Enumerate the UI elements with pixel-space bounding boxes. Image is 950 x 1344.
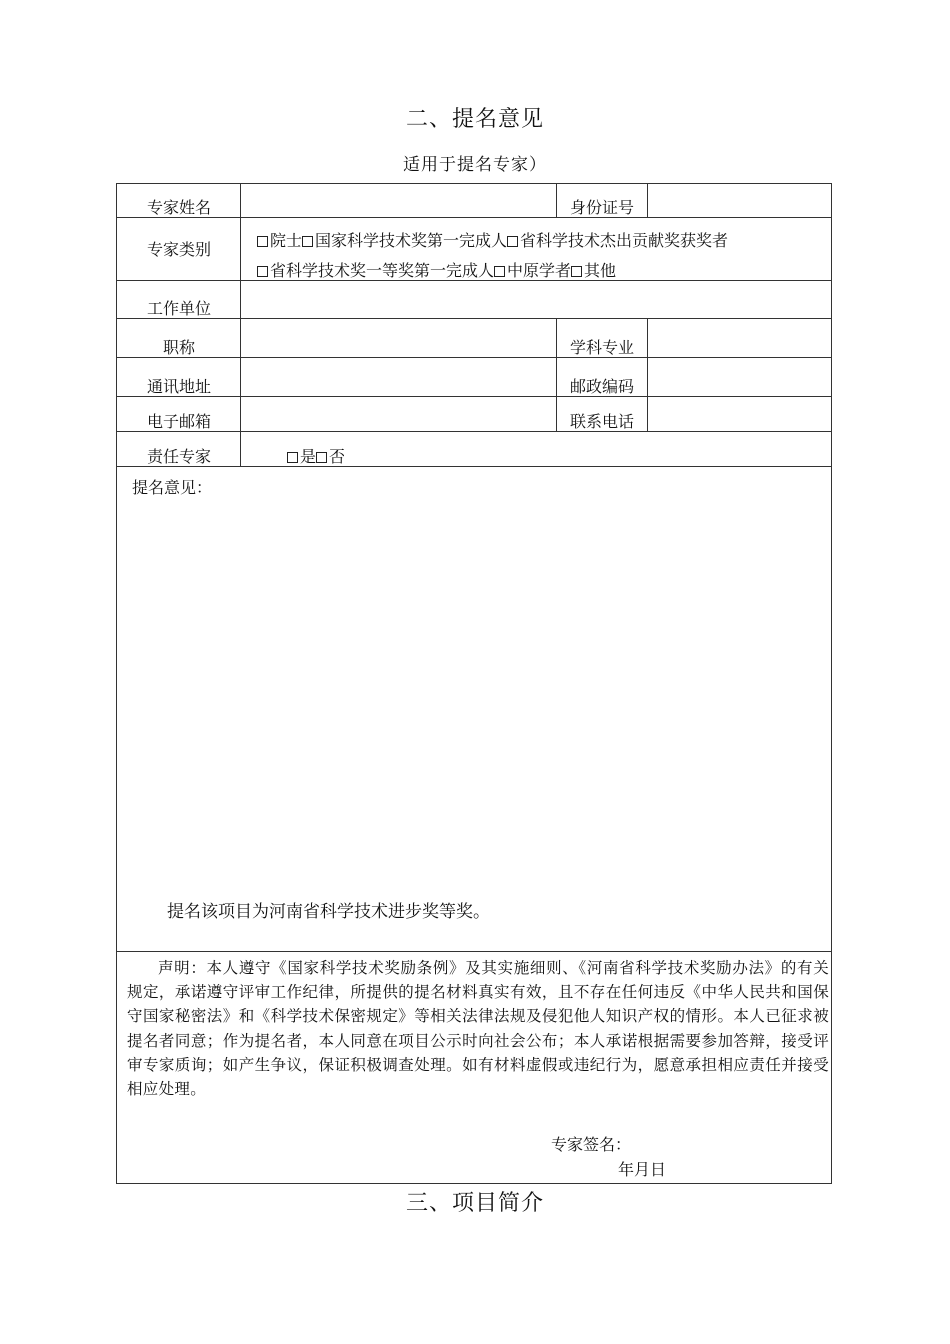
opinion-label: 提名意见： [132, 478, 213, 497]
expert-category-label: 专家类别 [146, 240, 211, 259]
option-label: 国家科学技术奖第一完成人 [315, 231, 508, 250]
signature-label: 专家签名： [551, 1135, 632, 1154]
section-title-project-summary: 三、项目简介 [405, 1191, 544, 1216]
checkbox[interactable] [494, 266, 505, 277]
opinion-statement: 提名该项目为河南省科学技术进步奖等奖。 [167, 902, 490, 922]
option-label: 其他 [584, 261, 617, 280]
email-label: 电子邮箱 [146, 412, 211, 431]
checkbox[interactable] [257, 266, 268, 277]
address-label: 通讯地址 [146, 377, 211, 396]
declaration-text: 声明：本人遵守《国家科学技术奖励条例》及其实施细则、《河南省科学技术奖励办法》的有关规定，承诺遵守评审工作纪律，所提供的提名材料真实有效，且不存在任何违反《中华人民共和国保守国家秘密法》和《科学技术保密规定》等相关法律法规及侵犯他人知识产权的情形。本人已征求被提名者同意；作为提名者，本人同意在项目公示时向社会公布；本人承诺根据需要参加答辩，接受评审专家质询；如产生争议，保证积极调查处理。如有材料虚假或违纪行为，愿意承担相应责任并接受相应处理。 [127, 959, 829, 1099]
checkbox-no[interactable] [316, 452, 327, 463]
category-options-line2 [257, 262, 616, 280]
phone-label: 联系电话 [570, 412, 635, 431]
postcode-label: 邮政编码 [570, 377, 635, 396]
checkbox-yes[interactable] [287, 452, 298, 463]
section-subtitle: 适用于提名专家） [403, 155, 547, 175]
date-label: 年月日 [618, 1160, 667, 1179]
no-label: 否 [329, 447, 346, 466]
checkbox[interactable] [507, 236, 518, 247]
discipline-label: 学科专业 [570, 338, 635, 357]
option-label: 院士 [270, 231, 303, 250]
responsible-expert-label: 责任专家 [146, 447, 211, 466]
work-unit-label: 工作单位 [146, 299, 211, 318]
category-options-line1 [257, 232, 728, 250]
nomination-form-table [116, 183, 832, 1184]
responsible-options [287, 448, 345, 466]
checkbox[interactable] [302, 236, 313, 247]
checkbox[interactable] [257, 236, 268, 247]
option-label: 中原学者 [507, 261, 572, 280]
option-label: 省科学技术奖一等奖第一完成人 [270, 261, 495, 280]
yes-label: 是 [300, 447, 317, 466]
expert-name-label: 专家姓名 [146, 198, 211, 217]
checkbox[interactable] [571, 266, 582, 277]
job-title-label: 职称 [162, 338, 195, 357]
option-label: 省科学技术杰出贡献奖获奖者 [520, 231, 729, 250]
id-number-label: 身份证号 [570, 198, 635, 217]
section-title-nomination: 二、提名意见 [405, 107, 544, 132]
